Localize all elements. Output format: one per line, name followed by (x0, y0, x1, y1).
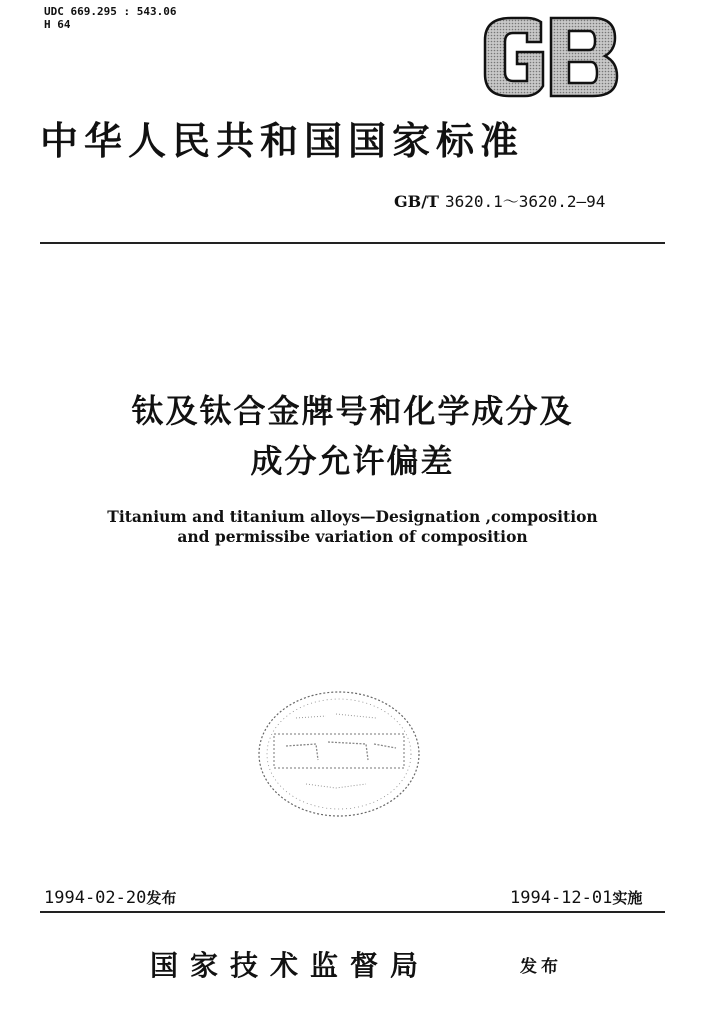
standard-code: 3620.1～3620.2—94 (444, 192, 606, 211)
title-zh-line2: 成分允许偏差 (250, 442, 455, 480)
issuing-authority: 国家技术监督局 (150, 949, 431, 982)
bottom-divider (40, 911, 665, 913)
udc-code: UDC 669.295 : 543.06 (44, 5, 177, 18)
gb-logo (481, 16, 621, 98)
effective-date-label: 实施 (612, 889, 643, 907)
title-en-line1: Titanium and titanium alloys—Designation ,composition (107, 507, 598, 526)
classification-block (44, 5, 176, 31)
issue-date (44, 887, 176, 909)
title-zh-line1: 钛及钛合金牌号和化学成分及 (131, 392, 574, 430)
effective-date-value: 1994-12-01 (510, 888, 613, 908)
category-code: H 64 (44, 18, 71, 31)
issue-date-label: 发布 (146, 889, 177, 907)
title-en-line2: and permissibe variation of composition (177, 527, 528, 546)
standard-prefix: GB/T (394, 192, 439, 211)
issuing-standard-title: 中华人民共和国国家标准 (40, 118, 525, 163)
effective-date (510, 887, 642, 909)
top-divider (40, 242, 665, 244)
standard-number (394, 192, 605, 212)
issue-date-value: 1994-02-20 (44, 888, 147, 908)
faded-seal-stamp (256, 688, 422, 820)
issue-label: 发布 (520, 957, 562, 977)
